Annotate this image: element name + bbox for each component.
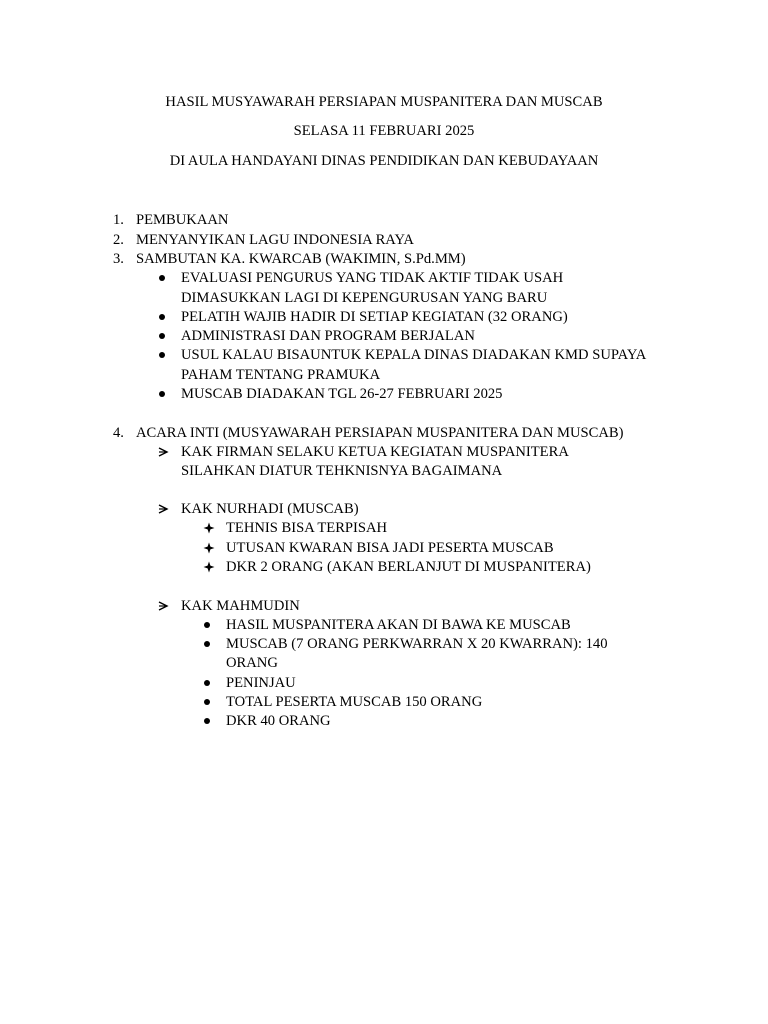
document-title: HASIL MUSYAWARAH PERSIAPAN MUSPANITERA DAN MUSCAB bbox=[165, 94, 603, 110]
bullet-dot-icon bbox=[204, 699, 210, 705]
list-item: EVALUASI PENGURUS YANG TIDAK AKTIF TIDAK USAH bbox=[181, 270, 564, 286]
meeting-location: DI AULA HANDAYANI DINAS PENDIDIKAN DAN KEBUDAYAAN bbox=[169, 153, 599, 169]
list-item-continuation: ORANG bbox=[226, 655, 278, 671]
list-item: USUL KALAU BISAUNTUK KEPALA DINAS DIADAKAN KMD SUPAYA bbox=[181, 347, 647, 363]
agenda-number-2: 2. bbox=[113, 232, 124, 248]
speaker-nurhadi: KAK NURHADI (MUSCAB) bbox=[181, 501, 359, 517]
agenda-item-1: PEMBUKAAN bbox=[136, 212, 229, 228]
diamond-bullet-icon bbox=[203, 561, 215, 573]
bullet-dot-icon bbox=[204, 622, 210, 628]
agenda-number-4: 4. bbox=[113, 425, 124, 441]
list-item: TOTAL PESERTA MUSCAB 150 ORANG bbox=[226, 694, 483, 710]
bullet-dot-icon bbox=[204, 680, 210, 686]
list-item: ADMINISTRASI DAN PROGRAM BERJALAN bbox=[181, 328, 475, 344]
list-item: DKR 40 ORANG bbox=[226, 713, 331, 729]
list-item-continuation: PAHAM TENTANG PRAMUKA bbox=[181, 367, 381, 383]
agenda-item-4: ACARA INTI (MUSYAWARAH PERSIAPAN MUSPANITERA DAN MUSCAB) bbox=[136, 425, 624, 441]
diamond-bullet-icon bbox=[203, 522, 215, 534]
diamond-bullet-icon bbox=[203, 542, 215, 554]
bullet-dot-icon bbox=[159, 333, 165, 339]
arrowhead-bullet-icon bbox=[157, 503, 169, 515]
agenda-item-3: SAMBUTAN KA. KWARCAB (WAKIMIN, S.Pd.MM) bbox=[136, 251, 466, 267]
list-item: TEHNIS BISA TERPISAH bbox=[226, 520, 388, 536]
list-item: HASIL MUSPANITERA AKAN DI BAWA KE MUSCAB bbox=[226, 617, 571, 633]
list-item-continuation: DIMASUKKAN LAGI DI KEPENGURUSAN YANG BARU bbox=[181, 290, 548, 306]
list-item: MUSCAB DIADAKAN TGL 26-27 FEBRUARI 2025 bbox=[181, 386, 503, 402]
bullet-dot-icon bbox=[159, 352, 165, 358]
bullet-dot-icon bbox=[159, 314, 165, 320]
agenda-number-1: 1. bbox=[113, 212, 124, 228]
bullet-dot-icon bbox=[159, 391, 165, 397]
bullet-dot-icon bbox=[204, 641, 210, 647]
speaker-firman: KAK FIRMAN SELAKU KETUA KEGIATAN MUSPANITERA bbox=[181, 444, 569, 460]
list-item: MUSCAB (7 ORANG PERKWARRAN X 20 KWARRAN): 140 bbox=[226, 636, 608, 652]
bullet-dot-icon bbox=[159, 275, 165, 281]
agenda-number-3: 3. bbox=[113, 251, 124, 267]
list-item: UTUSAN KWARAN BISA JADI PESERTA MUSCAB bbox=[226, 540, 554, 556]
agenda-item-2: MENYANYIKAN LAGU INDONESIA RAYA bbox=[136, 232, 414, 248]
list-item: DKR 2 ORANG (AKAN BERLANJUT DI MUSPANITERA) bbox=[226, 559, 591, 575]
bullet-dot-icon bbox=[204, 718, 210, 724]
arrowhead-bullet-icon bbox=[157, 446, 169, 458]
speaker-firman-continuation: SILAHKAN DIATUR TEHKNISNYA BAGAIMANA bbox=[181, 463, 503, 479]
speaker-mahmudin: KAK MAHMUDIN bbox=[181, 598, 300, 614]
list-item: PENINJAU bbox=[226, 675, 296, 691]
list-item: PELATIH WAJIB HADIR DI SETIAP KEGIATAN (32 ORANG) bbox=[181, 309, 568, 325]
meeting-date: SELASA 11 FEBRUARI 2025 bbox=[293, 123, 475, 139]
arrowhead-bullet-icon bbox=[157, 600, 169, 612]
